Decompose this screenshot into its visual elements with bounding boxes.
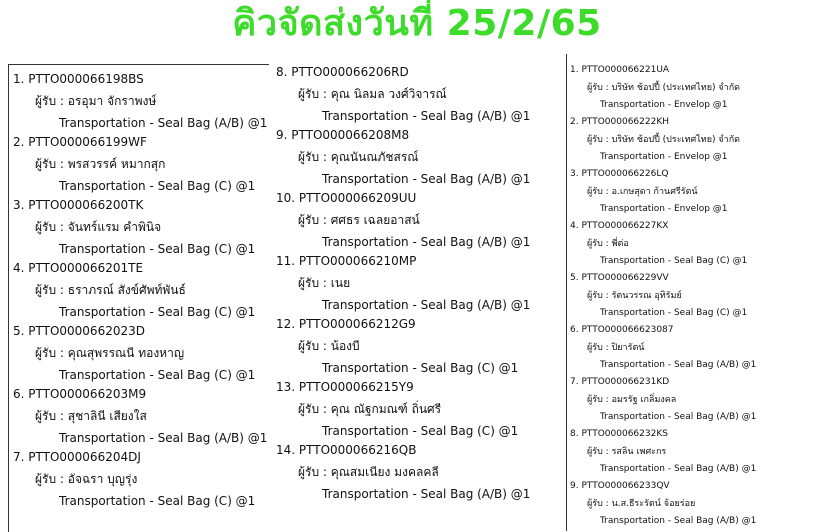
- shipment-column-1: [8, 64, 269, 532]
- receiver-name: ผู้รับ : คุณนันณภัชสรณ์: [298, 150, 419, 164]
- tracking-number: 7. PTTO000066231KD: [570, 377, 670, 387]
- tracking-number: 4. PTTO000066227KX: [570, 221, 669, 231]
- receiver-name: ผู้รับ : อ.เกษสุดา ก้านศรีรัตน์: [587, 187, 698, 197]
- service-line: Transportation - Seal Bag (A/B) @1: [59, 431, 268, 445]
- service-line: Transportation - Seal Bag (C) @1: [59, 179, 256, 193]
- service-line: Transportation - Seal Bag (A/B) @1: [600, 360, 757, 370]
- tracking-number: 1. PTTO000066221UA: [570, 65, 670, 75]
- tracking-number: 5. PTTO000066229VV: [570, 273, 669, 283]
- receiver-name: ผู้รับ : เนย: [298, 276, 351, 290]
- service-line: Transportation - Seal Bag (A/B) @1: [322, 109, 531, 123]
- receiver-name: ผู้รับ : พรสวรรค์ หมากสุก: [35, 157, 166, 171]
- receiver-name: ผู้รับ : อมรรัฐ เกลิ่มงคล: [587, 395, 677, 405]
- receiver-name: ผู้รับ : น้องบี: [298, 339, 360, 353]
- service-line: Transportation - Seal Bag (A/B) @1: [322, 487, 531, 501]
- tracking-number: 9. PTTO000066208M8: [276, 128, 410, 142]
- service-line: Transportation - Seal Bag (C) @1: [59, 494, 256, 508]
- receiver-name: ผู้รับ : คุณ นิลมล วงศ์วิจารณ์: [298, 87, 447, 101]
- service-line: Transportation - Envelop @1: [600, 204, 728, 214]
- receiver-name: ผู้รับ : ปิยารัตน์: [587, 343, 645, 353]
- service-line: Transportation - Seal Bag (A/B) @1: [59, 116, 268, 130]
- receiver-name: ผู้รับ : คุณสมเนียง มงคลคลี: [298, 465, 439, 479]
- receiver-name: ผู้รับ : น.ส.ธีระรัตน์ จ้อยร่อย: [587, 499, 696, 509]
- service-line: Transportation - Seal Bag (C) @1: [59, 242, 256, 256]
- receiver-name: ผู้รับ : อัจฉรา บุญรุ่ง: [35, 472, 138, 486]
- tracking-number: 3. PTTO000066200TK: [13, 198, 144, 212]
- service-line: Transportation - Seal Bag (C) @1: [600, 256, 748, 266]
- tracking-number: 4. PTTO000066201TE: [13, 261, 144, 275]
- service-line: Transportation - Seal Bag (C) @1: [600, 308, 748, 318]
- service-line: Transportation - Seal Bag (C) @1: [322, 361, 519, 375]
- tracking-number: 13. PTTO000066215Y9: [276, 380, 414, 394]
- tracking-number: 5. PTTO0000662023D: [13, 324, 145, 338]
- receiver-name: ผู้รับ : พี่ต่อ: [587, 239, 629, 249]
- tracking-number: 8. PTTO000066206RD: [276, 65, 409, 79]
- shipment-column-3: [566, 54, 829, 531]
- tracking-number: 12. PTTO000066212G9: [276, 317, 416, 331]
- service-line: Transportation - Seal Bag (A/B) @1: [600, 516, 757, 526]
- receiver-name: ผู้รับ : คุณสุพรรณนี ทองหาญ: [35, 346, 185, 360]
- service-line: Transportation - Seal Bag (A/B) @1: [322, 172, 531, 186]
- receiver-name: ผู้รับ : อรอุมา จักราพงษ์: [35, 94, 157, 108]
- tracking-number: 11. PTTO000066210MP: [276, 254, 417, 268]
- tracking-number: 14. PTTO000066216QB: [276, 443, 417, 457]
- tracking-number: 7. PTTO000066204DJ: [13, 450, 141, 464]
- tracking-number: 8. PTTO000066232KS: [570, 429, 668, 439]
- service-line: Transportation - Seal Bag (A/B) @1: [322, 235, 531, 249]
- shipment-column-2: [272, 60, 562, 531]
- receiver-name: ผู้รับ : บริษัท ช้อปปี้ (ประเทศไทย) จำกัด: [587, 135, 740, 145]
- tracking-number: 9. PTTO000066233QV: [570, 481, 670, 491]
- tracking-number: 1. PTTO000066198BS: [13, 72, 144, 86]
- tracking-number: 10. PTTO000066209UU: [276, 191, 417, 205]
- receiver-name: ผู้รับ : ศศธร เฉลยอาสน์: [298, 213, 420, 227]
- receiver-name: ผู้รับ : ธราภรณ์ สังข์ศัพท์พันธ์: [35, 283, 186, 297]
- service-line: Transportation - Seal Bag (A/B) @1: [600, 412, 757, 422]
- page-title: คิวจัดส่งวันที่ 25/2/65: [232, 3, 602, 44]
- service-line: Transportation - Seal Bag (C) @1: [322, 424, 519, 438]
- service-line: Transportation - Envelop @1: [600, 100, 728, 110]
- receiver-name: ผู้รับ : สุชาลินี เสียงใส: [35, 409, 147, 423]
- receiver-name: ผู้รับ : บริษัท ช้อปปี้ (ประเทศไทย) จำกัด: [587, 83, 740, 93]
- service-line: Transportation - Seal Bag (A/B) @1: [322, 298, 531, 312]
- tracking-number: 2. PTTO000066199WF: [13, 135, 147, 149]
- tracking-number: 3. PTTO000066226LQ: [570, 169, 669, 179]
- tracking-number: 6. PTTO000066203M9: [13, 387, 147, 401]
- receiver-name: ผู้รับ : คุณ ณัฐกมณฑ์ ถิ่นศรี: [298, 402, 442, 416]
- tracking-number: 6. PTTO000066623087: [570, 325, 674, 335]
- receiver-name: ผู้รับ : รสลิน เพศะกร: [587, 447, 667, 457]
- service-line: Transportation - Envelop @1: [600, 152, 728, 162]
- receiver-name: ผู้รับ : รัตนวรรณ อุทิรัมย์: [587, 291, 682, 301]
- receiver-name: ผู้รับ : จันทร์แรม คำพินิจ: [35, 220, 162, 234]
- service-line: Transportation - Seal Bag (C) @1: [59, 305, 256, 319]
- service-line: Transportation - Seal Bag (C) @1: [59, 368, 256, 382]
- tracking-number: 2. PTTO000066222KH: [570, 117, 669, 127]
- service-line: Transportation - Seal Bag (A/B) @1: [600, 464, 757, 474]
